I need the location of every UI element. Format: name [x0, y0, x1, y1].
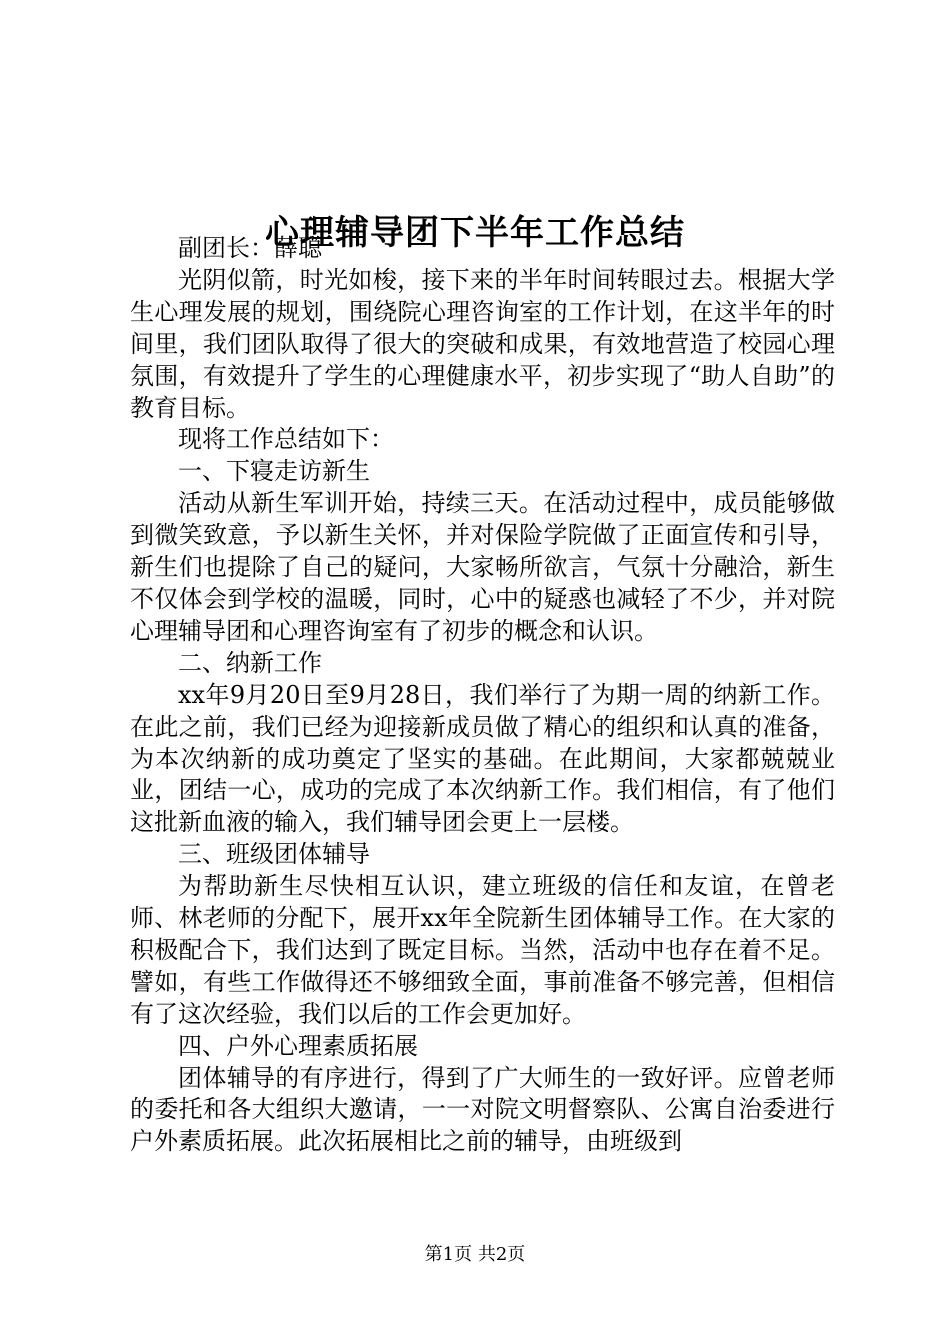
document-body	[130, 233, 835, 1158]
document-title: 心理辅导团下半年工作总结	[265, 212, 685, 253]
section-paragraph-2: xx年9月20日至9月28日，我们举行了为期一周的纳新工作。在此之前，我们已经为迎接新成员做了精心的组织和认真的准备，为本次纳新的成功奠定了坚实的基础。在此期间，大家都兢兢业业，团结一心，成功的完成了本次纳新工作。我们相信，有了他们这批新血液的输入，我们辅导团会更上一层楼。	[130, 680, 835, 837]
section-paragraph-3: 为帮助新生尽快相互认识，建立班级的信任和友谊，在曾老师、林老师的分配下，展开xx年全院新生团体辅导工作。在大家的积极配合下，我们达到了既定目标。当然，活动中也存在着不足。譬如，有些工作做得还不够细致全面，事前准备不够完善，但相信有了这次经验，我们以后的工作会更加好。	[130, 872, 835, 1028]
section-heading-2: 二、纳新工作	[178, 648, 322, 677]
section-heading-4: 四、户外心理素质拓展	[178, 1031, 418, 1060]
intro-paragraph: 光阴似箭，时光如梭，接下来的半年时间转眼过去。根据大学生心理发展的规划，围绕院心理咨询室的工作计划，在这半年的时间里，我们团队取得了很大的突破和成果，有效地营造了校园心理氛围，有效提升了学生的心理健康水平，初步实现了“助人自助”的教育目标。	[130, 265, 835, 422]
section-heading-3: 三、班级团体辅导	[178, 840, 370, 869]
section-paragraph-4: 团体辅导的有序进行，得到了广大师生的一致好评。应曾老师的委托和各大组织大邀请，一一对院文明督察队、公寓自治委进行户外素质拓展。此次拓展相比之前的辅导，由班级到	[130, 1063, 835, 1156]
summary-lead: 现将工作总结如下：	[178, 425, 394, 454]
section-paragraph-1: 活动从新生军训开始，持续三天。在活动过程中，成员能够做到微笑致意，予以新生关怀，并对保险学院做了正面宣传和引导，新生们也提除了自己的疑问，大家畅所欲言，气氛十分融洽，新生不仅体会到学校的温暖，同时，心中的疑惑也减轻了不少，并对院心理辅导团和心理咨询室有了初步的概念和认识。	[130, 489, 835, 645]
author-line: 副团长：薛聪	[178, 234, 322, 262]
section-heading-1: 一、下寝走访新生	[178, 457, 370, 486]
page-footer: 第1页 共2页	[424, 1244, 526, 1265]
